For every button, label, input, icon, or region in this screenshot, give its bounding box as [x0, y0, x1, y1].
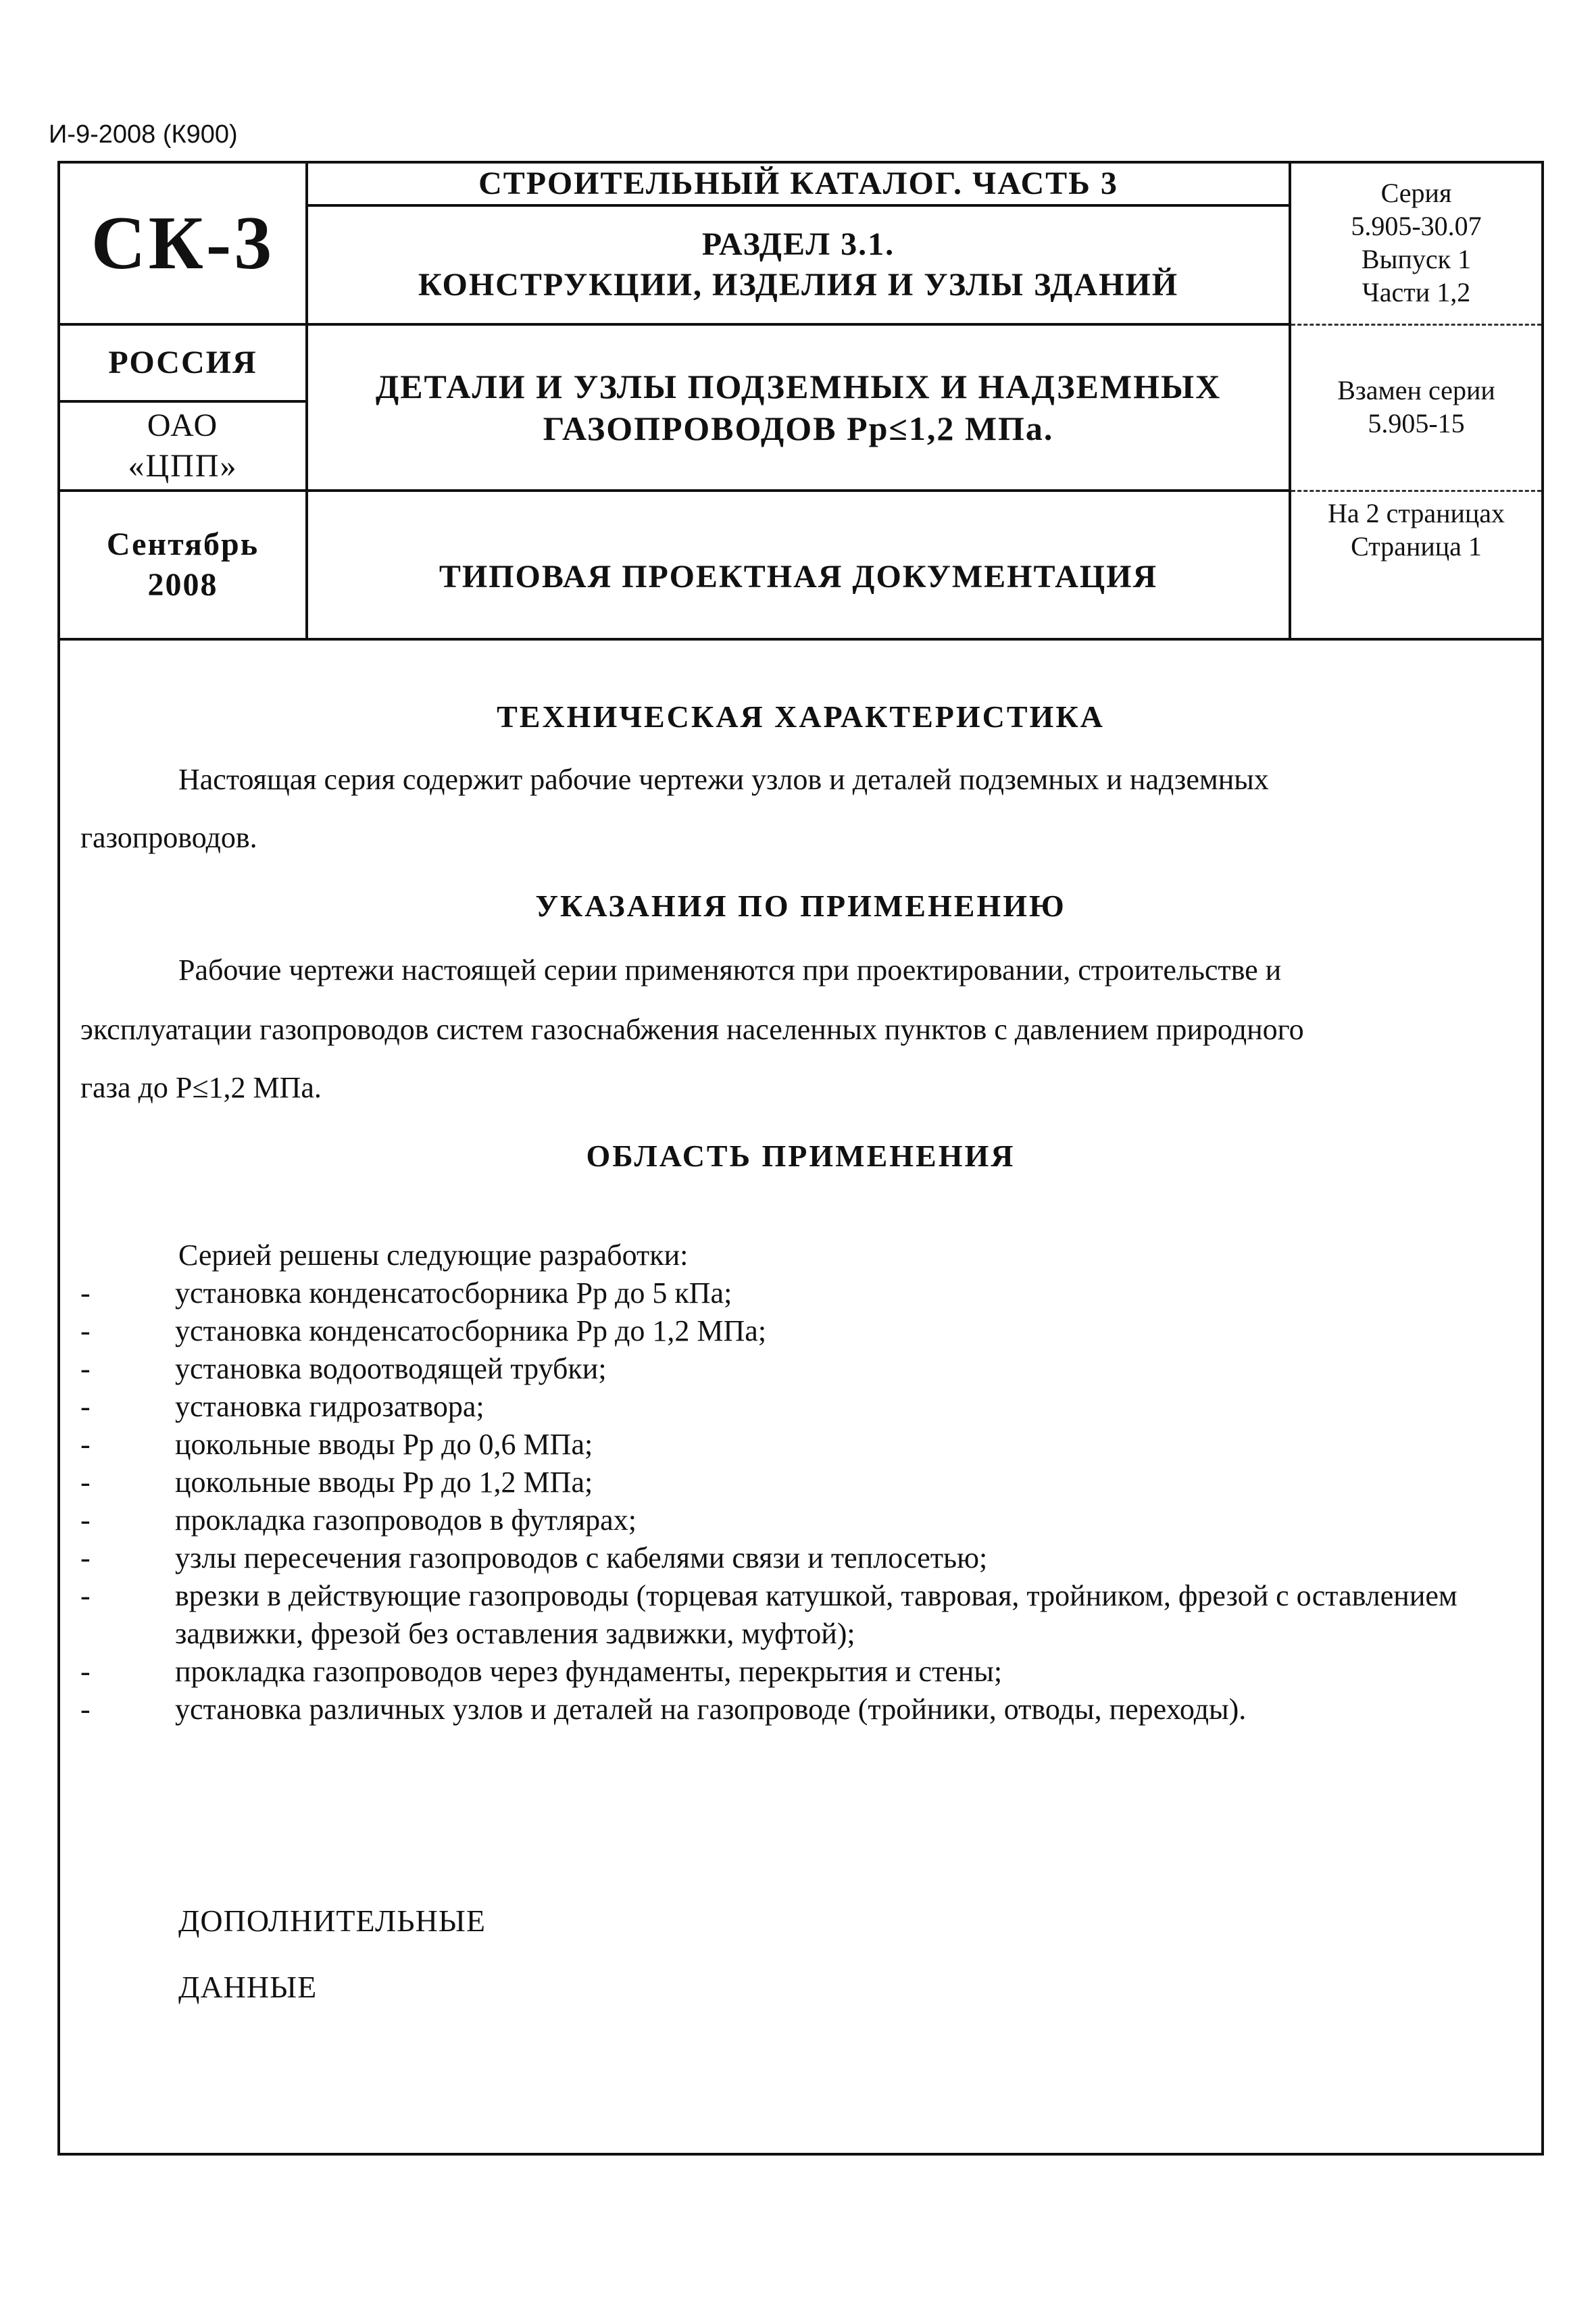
- document-type-cell: [308, 492, 1289, 638]
- organization-cell: [60, 403, 305, 489]
- document-title-cell: [308, 326, 1289, 489]
- extra-data-line2: ДАННЫЕ: [178, 1970, 318, 2004]
- list-item: - прокладка газопроводов в футлярах;: [80, 1503, 637, 1537]
- list-item: - установка водоотводящей трубки;: [80, 1352, 607, 1385]
- document-type: ТИПОВАЯ ПРОЕКТНАЯ ДОКУМЕНТАЦИЯ: [439, 559, 1158, 595]
- document-title-line2: ГАЗОПРОВОДОВ Рр≤1,2 МПа.: [543, 409, 1054, 447]
- catalog-code-cell: [60, 164, 305, 323]
- catalog-title-cell: [308, 164, 1289, 204]
- list-item: - узлы пересечения газопроводов с кабелями связи и теплосетью;: [80, 1541, 988, 1574]
- series-label: Серия: [1380, 178, 1452, 209]
- series-cell: [1291, 164, 1541, 323]
- series-issue: Выпуск 1: [1361, 244, 1472, 274]
- list-item: - установка различных узлов и деталей на газопроводе (тройники, отводы, переходы).: [80, 1693, 1247, 1726]
- usage-text-line2: эксплуатации газопроводов систем газоснабжения населенных пунктов с давлением природного: [80, 1013, 1304, 1046]
- title-block: [60, 164, 1541, 641]
- list-item: - прокладка газопроводов через фундаменты, перекрытия и стены;: [80, 1655, 1003, 1688]
- scope-list: [80, 1274, 1526, 1728]
- date-year: 2008: [147, 567, 218, 603]
- list-item: - установка конденсатосборника Рр до 5 кПа;: [80, 1276, 732, 1310]
- country-cell: [60, 326, 305, 400]
- usage-text-line3: газа до Р≤1,2 МПа.: [80, 1071, 322, 1104]
- tech-text-line2: газопроводов.: [80, 821, 257, 854]
- date-cell: [60, 492, 305, 638]
- section-number: РАЗДЕЛ 3.1.: [701, 226, 895, 262]
- replaces-cell: [1291, 326, 1541, 489]
- catalog-title: СТРОИТЕЛЬНЫЙ КАТАЛОГ. ЧАСТЬ 3: [478, 166, 1118, 201]
- title-block-divider: [60, 638, 1541, 641]
- catalog-code: СК-3: [91, 201, 275, 285]
- list-item: - цокольные вводы Рр до 0,6 МПа;: [80, 1428, 593, 1461]
- usage-heading: УКАЗАНИЯ ПО ПРИМЕНЕНИЮ: [535, 889, 1066, 923]
- replaces-series: 5.905-15: [1368, 408, 1465, 439]
- list-item: - цокольные вводы Рр до 1,2 МПа;: [80, 1466, 593, 1499]
- list-item: - установка конденсатосборника Рр до 1,2 МПа;: [80, 1314, 767, 1347]
- series-number: 5.905-30.07: [1351, 211, 1482, 242]
- scope-heading: ОБЛАСТЬ ПРИМЕНЕНИЯ: [586, 1139, 1016, 1173]
- document-title-line1: ДЕТАЛИ И УЗЛЫ ПОДЗЕМНЫХ И НАДЗЕМНЫХ: [375, 367, 1222, 405]
- pages-cell: [1291, 492, 1541, 638]
- section-name: КОНСТРУКЦИИ, ИЗДЕЛИЯ И УЗЛЫ ЗДАНИЙ: [418, 267, 1179, 303]
- list-item: - установка гидрозатвора;: [80, 1390, 484, 1423]
- list-item: - врезки в действующие газопроводы (торцевая катушкой, тавровая, тройником, фрезой с оставлением задвижки, фрезой без оставления задвижки, муфтой);: [80, 1579, 1457, 1650]
- document-code: И-9-2008 (К900): [49, 120, 238, 149]
- usage-text-line1: Рабочие чертежи настоящей серии применяются при проектировании, строительстве и: [178, 953, 1282, 987]
- section-cell: [308, 207, 1289, 323]
- pages-current: Страница 1: [1351, 530, 1482, 562]
- document-frame: [57, 161, 1544, 2156]
- extra-data-line1: ДОПОЛНИТЕЛЬНЫЕ: [178, 1903, 487, 1938]
- tech-heading: ТЕХНИЧЕСКАЯ ХАРАКТЕРИСТИКА: [497, 699, 1105, 734]
- pages-total: На 2 страницах: [1327, 498, 1505, 528]
- organization-name: «ЦПП»: [128, 448, 238, 484]
- scope-intro: Серией решены следующие разработки:: [178, 1239, 689, 1272]
- organization-type: ОАО: [147, 407, 219, 443]
- date-month: Сентябрь: [106, 526, 259, 562]
- tech-text-line1: Настоящая серия содержит рабочие чертежи узлов и деталей подземных и надземных: [178, 763, 1269, 796]
- series-parts: Части 1,2: [1362, 276, 1471, 307]
- replaces-label: Взамен серии: [1337, 375, 1495, 406]
- country: РОССИЯ: [108, 345, 257, 380]
